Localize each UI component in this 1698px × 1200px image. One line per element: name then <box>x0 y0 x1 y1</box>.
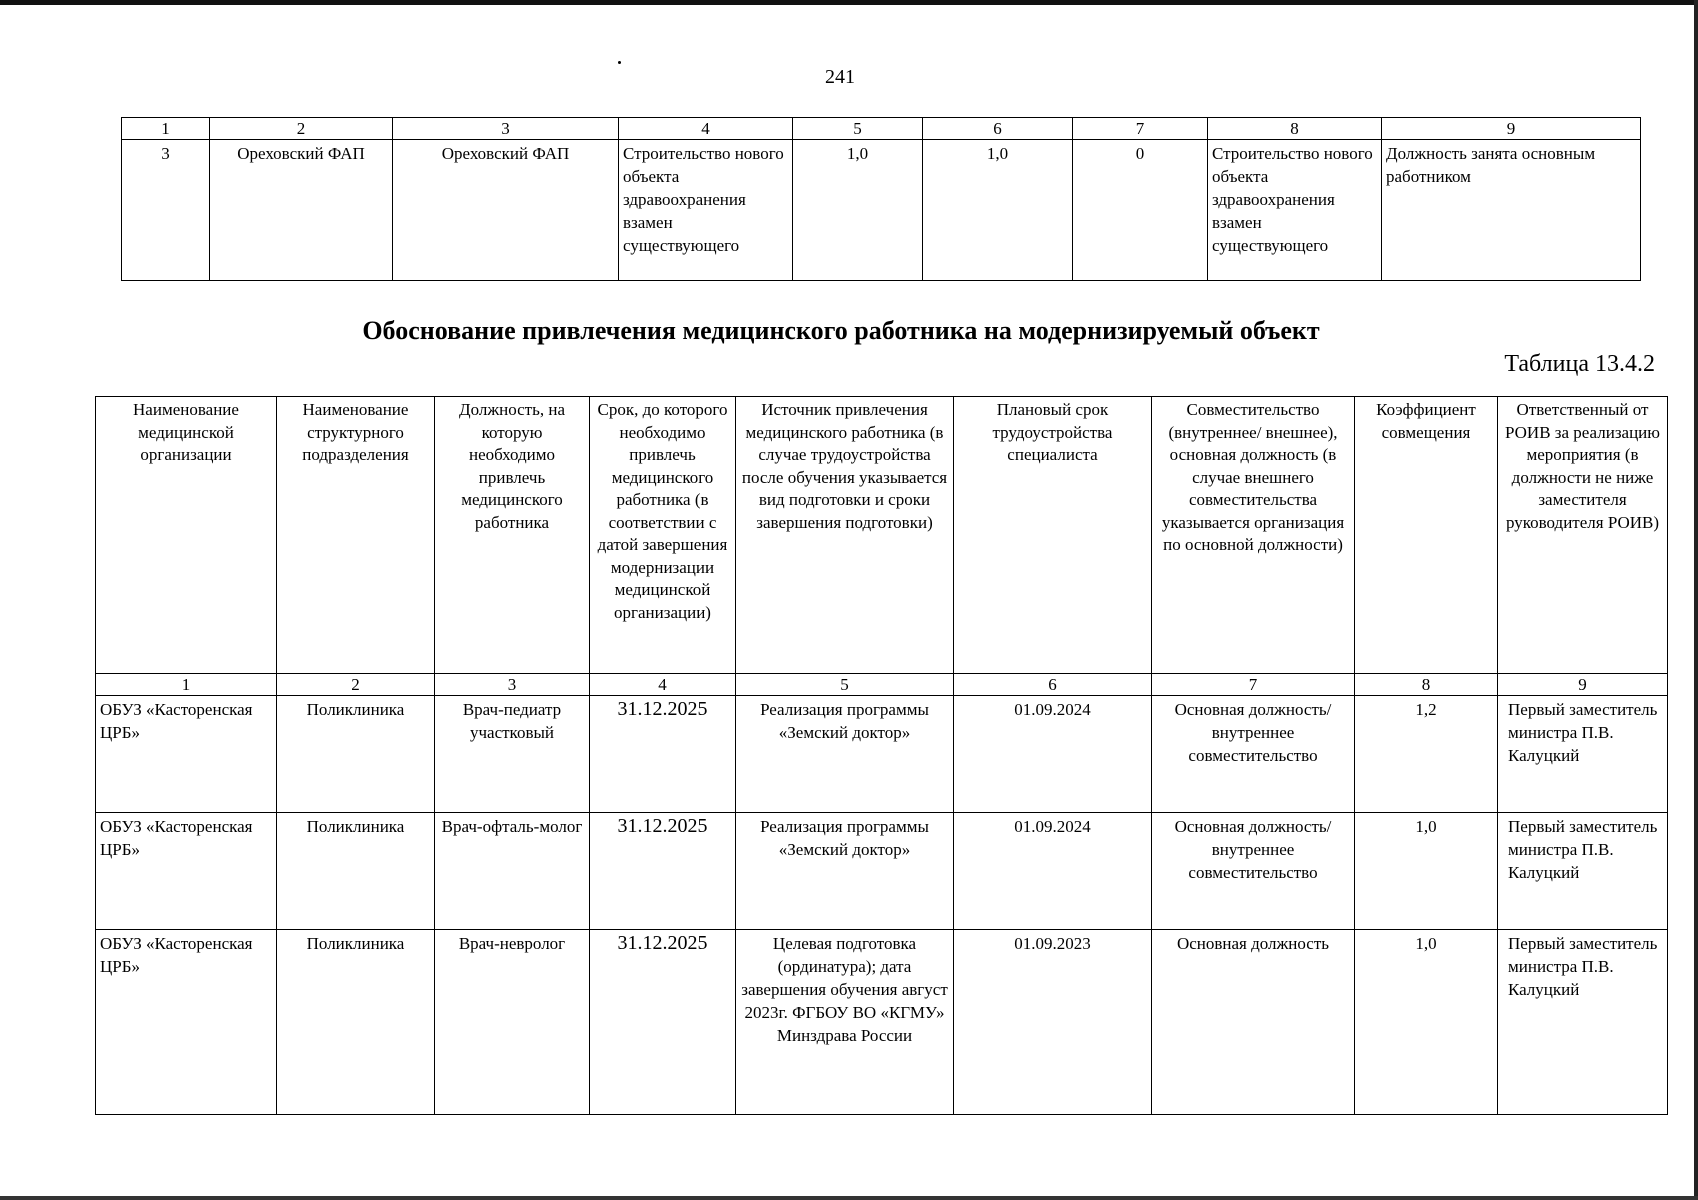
header-cell: 3 <box>393 118 619 140</box>
table-cell: Ореховский ФАП <box>210 140 393 281</box>
header-cell: Ответственный от РОИВ за реализацию мероприятия (в должности не ниже заместителя руководителя РОИВ) <box>1498 397 1668 674</box>
header-cell: 7 <box>1073 118 1208 140</box>
table-cell: 01.09.2024 <box>954 696 1152 813</box>
header-cell: 9 <box>1382 118 1641 140</box>
table-cell: ОБУЗ «Касторенская ЦРБ» <box>96 696 277 813</box>
table-cell: 1,0 <box>923 140 1073 281</box>
column-number-row <box>96 674 1668 696</box>
table-row <box>122 140 1641 281</box>
header-cell: Срок, до которого необходимо привлечь медицинского работника (в соответствии с датой завершения модернизации медицинской организации) <box>590 397 736 674</box>
table-cell: ОБУЗ «Касторенская ЦРБ» <box>96 930 277 1115</box>
table-cell: Поликлиника <box>277 813 435 930</box>
scan-edge-right <box>1694 0 1698 1200</box>
table-cell: Основная должность/ внутреннее совместительство <box>1152 813 1355 930</box>
table-cell: Должность занята основным работником <box>1382 140 1641 281</box>
table-cell: Целевая подготовка (ординатура); дата завершения обучения август 2023г. ФГБОУ ВО «КГМУ» Минздрава России <box>736 930 954 1115</box>
table-cell: Врач-невролог <box>435 930 590 1115</box>
table-cell: Первый заместитель министра П.В. Калуцкий <box>1498 930 1668 1115</box>
column-number: 3 <box>435 674 590 696</box>
header-cell: Наименование структурного подразделения <box>277 397 435 674</box>
header-cell: Совместительство (внутреннее/ внешнее), основная должность (в случае внешнего совместительства указывается организация по основной должности) <box>1152 397 1355 674</box>
column-number: 2 <box>277 674 435 696</box>
column-number: 1 <box>96 674 277 696</box>
header-cell: 4 <box>619 118 793 140</box>
table-cell: Строительство нового объекта здравоохранения взамен существующего <box>619 140 793 281</box>
header-cell: 2 <box>210 118 393 140</box>
scan-edge-top <box>0 0 1698 5</box>
table-cell: ОБУЗ «Касторенская ЦРБ» <box>96 813 277 930</box>
header-cell: 1 <box>122 118 210 140</box>
header-cell: Коэффициент совмещения <box>1355 397 1498 674</box>
table-cell: Первый заместитель министра П.В. Калуцкий <box>1498 696 1668 813</box>
table-cell: Первый заместитель министра П.В. Калуцкий <box>1498 813 1668 930</box>
column-number: 9 <box>1498 674 1668 696</box>
header-cell: Должность, на которую необходимо привлечь медицинского работника <box>435 397 590 674</box>
table-cell: Поликлиника <box>277 930 435 1115</box>
header-cell: Наименование медицинской организации <box>96 397 277 674</box>
top-table-header-row <box>122 118 1641 140</box>
table-cell: 31.12.2025 <box>590 696 736 813</box>
table-cell: Врач-офталь-молог <box>435 813 590 930</box>
table-cell: 31.12.2025 <box>590 813 736 930</box>
table-cell: Врач-педиатр участковый <box>435 696 590 813</box>
table-cell: 01.09.2024 <box>954 813 1152 930</box>
table-cell: Основная должность/ внутреннее совместительство <box>1152 696 1355 813</box>
main-table <box>95 396 1668 1115</box>
table-cell: Реализация программы «Земский доктор» <box>736 813 954 930</box>
table-cell: 01.09.2023 <box>954 930 1152 1115</box>
table-cell: 1,0 <box>1355 813 1498 930</box>
table-row <box>96 813 1668 930</box>
table-cell: Поликлиника <box>277 696 435 813</box>
header-cell: 6 <box>923 118 1073 140</box>
column-number: 4 <box>590 674 736 696</box>
scan-speck <box>618 61 621 64</box>
table-cell: 1,0 <box>1355 930 1498 1115</box>
table-cell: 0 <box>1073 140 1208 281</box>
main-table-header-row <box>96 397 1668 674</box>
table-cell: 3 <box>122 140 210 281</box>
table-row <box>96 696 1668 813</box>
table-cell: 31.12.2025 <box>590 930 736 1115</box>
header-cell: Источник привлечения медицинского работника (в случае трудоустройства после обучения указывается вид подготовки и сроки завершения подготовки) <box>736 397 954 674</box>
table-row <box>96 930 1668 1115</box>
scan-edge-bottom <box>0 1196 1698 1200</box>
table-cell: Основная должность <box>1152 930 1355 1115</box>
table-cell: 1,2 <box>1355 696 1498 813</box>
table-cell: Ореховский ФАП <box>393 140 619 281</box>
table-label: Таблица 13.4.2 <box>1504 351 1655 377</box>
page-number: 241 <box>825 66 855 88</box>
header-cell: Плановый срок трудоустройства специалиста <box>954 397 1152 674</box>
header-cell: 8 <box>1208 118 1382 140</box>
table-cell: Строительство нового объекта здравоохранения взамен существующего <box>1208 140 1382 281</box>
top-table <box>121 117 1641 281</box>
header-cell: 5 <box>793 118 923 140</box>
section-title: Обоснование привлечения медицинского работника на модернизируемый объект <box>362 316 1320 345</box>
column-number: 7 <box>1152 674 1355 696</box>
column-number: 8 <box>1355 674 1498 696</box>
table-cell: Реализация программы «Земский доктор» <box>736 696 954 813</box>
column-number: 6 <box>954 674 1152 696</box>
table-cell: 1,0 <box>793 140 923 281</box>
column-number: 5 <box>736 674 954 696</box>
